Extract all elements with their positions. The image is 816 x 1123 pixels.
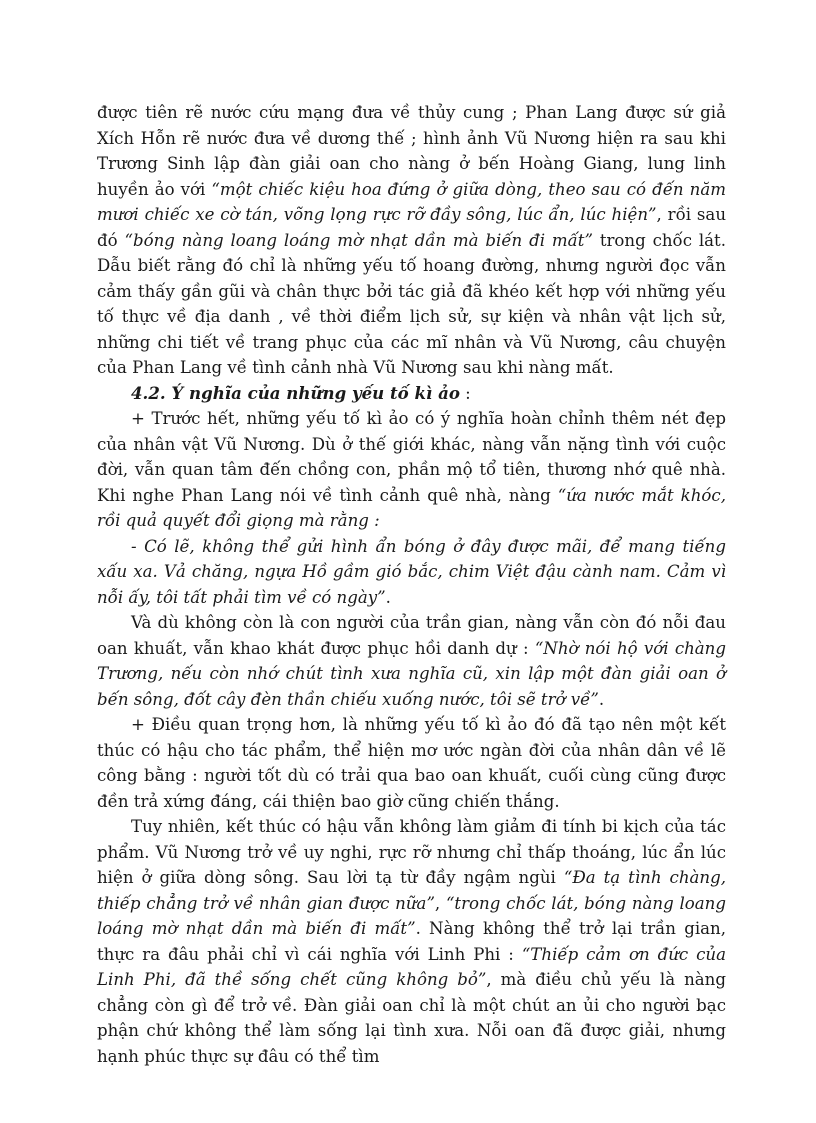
paragraph-setting: được tiên rẽ nước cứu mạng đưa về thủy cung ; Phan Lang được sứ giả Xích Hỗn rẽ nước đưa về dương thế ; hình ảnh Vũ Nương hiện ra sau khi Trương Sinh lập đàn giải oan cho nàng ở bến Hoàng Giang, lung linh huyền ảo với “một chiếc kiệu hoa đứng ở giữa dòng, theo sau có đến năm mươi chiếc xe cờ tán, võng lọng rực rỡ đầy sông, lúc ẩn, lúc hiện”, rồi sau đó “bóng nàng loang loáng mờ nhạt dần mà biến đi mất” trong chốc lát. Dẫu biết rằng đó chỉ là những yếu tố hoang đường, nhưng người đọc vẫn cảm thấy gần gũi và chân thực bởi tác giả đã khéo kết hợp với những yếu tố thực về địa danh , về thời điểm lịch sử, sự kiện và nhân vật lịch sử, những chi tiết về trang phục của các mĩ nhân và Vũ Nương, câu chuyện của Phan Lang về tình cảnh nhà Vũ Nương sau khi nàng mất. bbox=[97, 103, 727, 377]
paragraph-quote: - Có lẽ, không thể gửi hình ẩn bóng ở đây được mãi, để mang tiếng xấu xa. Vả chăng, ngựa Hồ gầm gió bắc, chim Việt đậu cành nam. Cảm vì nỗi ấy, tôi tất phải tìm về có ngày”. bbox=[97, 536, 726, 607]
section-heading: 4.2. Ý nghĩa của những yếu tố kì ảo : bbox=[131, 382, 471, 403]
body-text bbox=[97, 100, 726, 1069]
paragraph-point-2: + Điều quan trọng hơn, là những yếu tố kì ảo đó đã tạo nên một kết thúc có hậu cho tác phẩm, thể hiện mơ ước ngàn đời của nhân dân về lẽ công bằng : người tốt dù có trải qua bao oan khuất, cuối cùng cũng được đền trả xứng đáng, cái thiện bao giờ cũng chiến thắng. bbox=[97, 715, 726, 811]
paragraph-grievance: Và dù không còn là con người của trần gian, nàng vẫn còn đó nỗi đau oan khuất, vẫn khao khát được phục hồi danh dự : “Nhờ nói hộ với chàng Trương, nếu còn nhớ chút tình xưa nghĩa cũ, xin lập một đàn giải oan ở bến sông, đốt cây đèn thần chiếu xuống nước, tôi sẽ trở về”. bbox=[97, 613, 726, 709]
paragraph-tragedy: Tuy nhiên, kết thúc có hậu vẫn không làm giảm đi tính bi kịch của tác phẩm. Vũ Nương trở về uy nghi, rực rỡ nhưng chỉ thấp thoáng, lúc ẩn lúc hiện ở giữa dòng sông. Sau lời tạ từ đầy ngậm ngùi “Đa tạ tình chàng, thiếp chẳng trở về nhân gian được nữa”, “trong chốc lát, bóng nàng loang loáng mờ nhạt dần mà biến đi mất”. Nàng không thể trở lại trần gian, thực ra đâu phải chỉ vì cái nghĩa với Linh Phi : “Thiếp cảm ơn đức của Linh Phi, đã thề sống chết cũng không bỏ”, mà điều chủ yếu là nàng chẳng còn gì để trở về. Đàn giải oan chỉ là một chút an ủi cho người bạc phận chứ không thể làm sống lại tình xưa. Nỗi oan đã được giải, nhưng hạnh phúc thực sự đâu có thể tìm bbox=[97, 817, 726, 1066]
paragraph-point-1: + Trước hết, những yếu tố kì ảo có ý nghĩa hoàn chỉnh thêm nét đẹp của nhân vật Vũ Nương. Dù ở thế giới khác, nàng vẫn nặng tình với cuộc đời, vẫn quan tâm đến chồng con, phần mộ tổ tiên, thương nhớ quê nhà. Khi nghe Phan Lang nói về tình cảnh quê nhà, nàng “ứa nước mắt khóc, rồi quả quyết đổi giọng mà rằng : bbox=[97, 409, 726, 530]
